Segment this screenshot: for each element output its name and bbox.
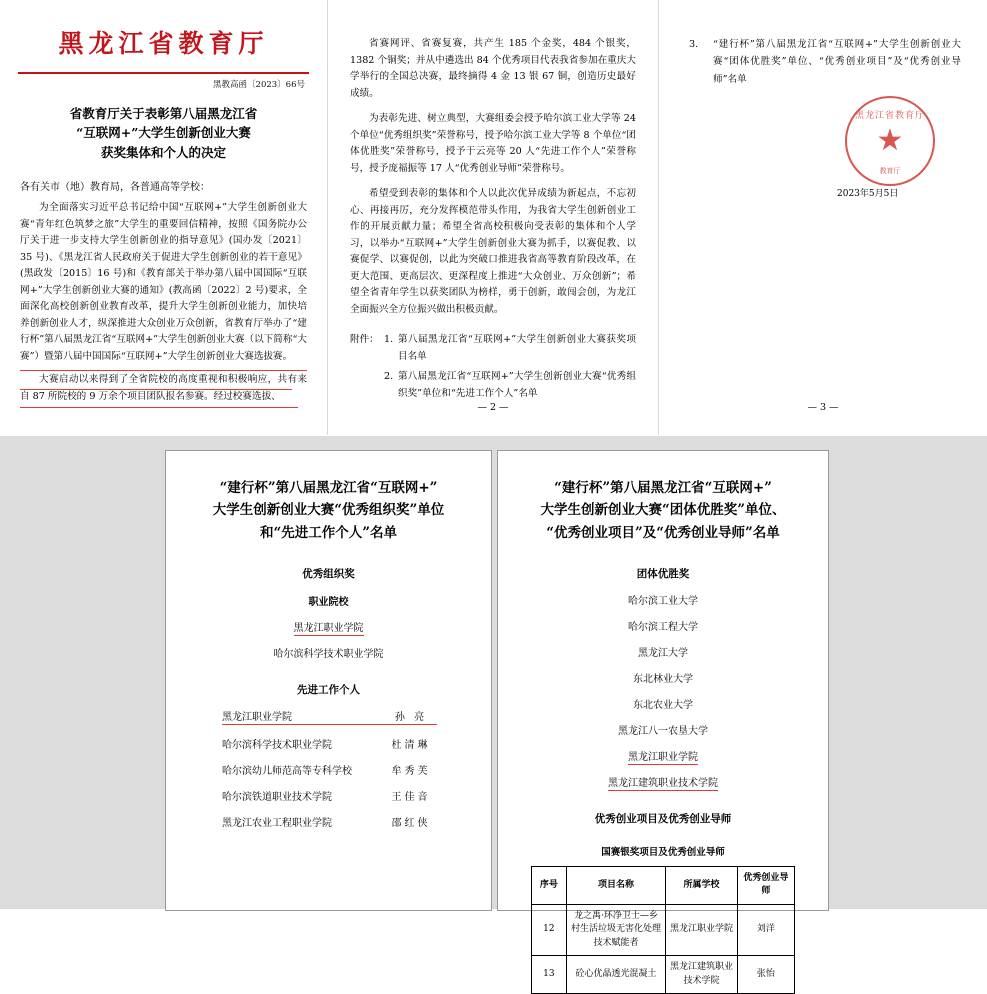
list-page-2-title-line-2: 大学生创新创业大赛“团体优胜奖”单位、 xyxy=(540,502,786,519)
table-header-mentor: 优秀创业导师 xyxy=(737,866,794,904)
official-seal xyxy=(845,96,935,186)
masthead-rule xyxy=(18,72,309,74)
person-school-highlighted: 黑龙江职业学院 xyxy=(222,708,385,725)
winner-name: 哈尔滨工程大学 xyxy=(628,621,698,633)
list-page-1-title xyxy=(182,477,475,544)
winner-item xyxy=(498,696,828,711)
cell-project: 砼心优晶透光混凝土 xyxy=(566,956,666,994)
section-heading-team-victory-award: 团体优胜奖 xyxy=(636,567,690,580)
cell-mentor: 张怡 xyxy=(737,956,794,994)
list-page-team-awards xyxy=(497,450,829,986)
winner-item xyxy=(498,592,828,607)
list-page-2-title-line-1: “建行杯”第八届黑龙江省“互联网+” xyxy=(554,480,772,496)
winner-name: 东北农业大学 xyxy=(633,699,693,711)
attachment-number-1: 1. xyxy=(384,334,394,345)
page3-attachment-text: “建行杯”第八届黑龙江省“互联网+”大学生创新创业大赛“团体优胜奖”单位、“优秀创业项目”及“优秀创业导师”名单 xyxy=(713,39,961,85)
person-row xyxy=(166,788,491,803)
seal-star-icon: ★ xyxy=(876,123,904,158)
seal-date: 2023年5月5日 xyxy=(837,189,899,199)
winner-name-highlighted: 黑龙江建筑职业技术学院 xyxy=(608,777,718,789)
winner-item xyxy=(498,670,828,685)
table-row xyxy=(532,904,795,956)
attachment-text-1: 第八届黑龙江省“互联网+”大学生创新创业大赛获奖项目名单 xyxy=(398,334,636,362)
person-name-highlighted: 孙 亮 xyxy=(385,708,437,725)
page2-attachments xyxy=(350,332,636,402)
school-item xyxy=(166,619,491,634)
page1-paragraph-2: 大赛启动以来得到了全省院校的高度重视和积极响应，共有来自 87 所院校的 9 万余个项目团队报名参赛。经过校赛选拔、 xyxy=(20,374,307,402)
winner-name: 黑龙江大学 xyxy=(638,647,688,659)
page2-number: — 2 — xyxy=(477,402,509,413)
list-page-2-title xyxy=(514,477,812,544)
cell-no: 13 xyxy=(532,956,567,994)
document-number: 黑教高函〔2023〕66号 xyxy=(213,80,305,90)
cell-school: 黑龙江建筑职业技术学院 xyxy=(666,956,737,994)
winner-name: 哈尔滨工业大学 xyxy=(628,595,698,607)
person-row xyxy=(166,814,491,829)
person-school: 哈尔滨铁道职业技术学院 xyxy=(222,791,332,803)
page2-paragraph-2: 为表彰先进、树立典型，大赛组委会授予哈尔滨工业大学等 24 个单位“优秀组织奖”荣誉称号，授予哈尔滨工业大学等 8 个单位“团体优胜奖”荣誉称号，授予于云亮等 20 人“先进工作个人”荣誉称号，授予庞福振等 17 人“优秀创业导师”荣誉称号。 xyxy=(350,113,636,174)
attachment-text-2: 第八届黑龙江省“互联网+”大学生创新创业大赛“优秀组织奖”单位和“先进工作个人”名单 xyxy=(398,371,636,399)
person-school: 黑龙江农业工程职业学院 xyxy=(222,817,332,829)
page2-paragraph-3: 希望受到表彰的集体和个人以此次优异成绩为新起点，不忘初心、再接再厉，充分发挥模范带头作用，为我省大学生创新创业工作的开展贡献力量；希望全省高校积极向受表彰的集体和个人学习，以举办“互联网+”大学生创新创业大赛为抓手，以赛促教、以赛促学、以赛促创，以此为突破口推进我省高等教育阶段改革，在更大范围、更高层次、更深程度上推进“大众创业、万众创新”；希望全省青年学生以获奖团队为榜样，勇于创新，敢闯会创，为龙江全面振兴全方位振兴做出积极贡献。 xyxy=(350,188,636,315)
winner-item xyxy=(498,618,828,633)
winner-item xyxy=(498,722,828,737)
section-heading-advanced-individual: 先进工作个人 xyxy=(297,683,360,696)
section-subheading-vocational-colleges: 职业院校 xyxy=(308,596,349,608)
table-caption: 国赛银奖项目及优秀创业导师 xyxy=(601,846,725,858)
person-row xyxy=(166,736,491,751)
page3-number: — 3 — xyxy=(807,402,839,413)
document-title xyxy=(28,104,299,162)
winner-name: 黑龙江八一农垦大学 xyxy=(618,725,708,737)
person-name: 牟秀芙 xyxy=(391,765,431,777)
attachment-label: 附件： xyxy=(350,334,379,345)
table-row xyxy=(532,956,795,994)
winner-item xyxy=(498,774,828,789)
person-row xyxy=(166,708,491,725)
cell-project-highlighted: 龙之禹·环净卫士—乡村生活垃圾无害化处理技术赋能者 xyxy=(566,904,666,956)
school-name: 哈尔滨科学技术职业学院 xyxy=(273,648,384,660)
person-school: 哈尔滨科学技术职业学院 xyxy=(222,739,332,751)
annotation-redline-1 xyxy=(20,370,307,371)
attachment-item-2 xyxy=(350,369,636,402)
table-header-row xyxy=(532,866,795,904)
annotation-redline-2 xyxy=(20,389,292,390)
winner-item xyxy=(498,748,828,763)
winner-name-highlighted: 黑龙江职业学院 xyxy=(628,751,698,763)
person-row xyxy=(166,762,491,777)
page1-paragraph-1: 为全面落实习近平总书记给中国“互联网+”大学生创新创业大赛“青年红色筑梦之旅”大学生的重要回信精神，按照《国务院办公厅关于进一步支持大学生创新创业的指导意见》(国办发〔2021〕35 号)、《黑龙江省人民政府关于促进大学生创新创业的若干意见》(黑政发〔2015〕16 号)和《教育部关于举办第八届中国国际“互联网+”大学生创新创业大赛的通知》(教高函〔2022〕2 号)要求，全面深化高校创新创业教育改革，提升大学生创新创业能力，加快培养创新创业人才，纵深推进大众创业万众创新，省教育厅举办了“建行杯”第八届黑龙江省“互联网+”大学生创新创业大赛（以下简称“大赛”）暨第八届中国国际“互联网+”大学生创新创业大赛选拔赛。 xyxy=(20,202,307,362)
school-item xyxy=(166,645,491,660)
document-title-line-1: 省教育厅关于表彰第八届黑龙江省 xyxy=(69,106,258,121)
seal-arc-bottom-text: 教育厅 xyxy=(879,167,901,175)
person-name: 王佳音 xyxy=(391,791,431,803)
document-page-2 xyxy=(328,0,659,435)
masthead-title: 黑龙江省教育厅 xyxy=(58,29,269,58)
person-name: 邵红侠 xyxy=(391,817,431,829)
person-school: 哈尔滨幼儿师范高等专科学校 xyxy=(222,765,352,777)
list-page-1-title-line-2: 大学生创新创业大赛“优秀组织奖”单位 xyxy=(212,502,445,519)
attachment-number-2: 2. xyxy=(384,371,394,382)
list-page-organization-awards xyxy=(165,450,492,911)
list-page-1-title-line-3: 和“先进工作个人”名单 xyxy=(259,524,398,541)
seal-arc-top-text: 黑龙江省教育厅 xyxy=(854,111,925,121)
winner-name: 东北林业大学 xyxy=(633,673,693,685)
document-title-line-2: “互联网+”大学生创新创业大赛 xyxy=(76,125,251,141)
cell-no: 12 xyxy=(532,904,567,956)
document-page-1 xyxy=(0,0,328,435)
addressee-line: 各有关市（地）教育局，各普通高等学校： xyxy=(20,182,210,194)
list-page-2-title-line-3: “优秀创业项目”及“优秀创业导师”名单 xyxy=(546,524,780,541)
page3-attachment-number: 3. xyxy=(689,39,699,50)
bottom-background xyxy=(0,436,987,909)
document-title-line-3: 获奖集体和个人的决定 xyxy=(100,144,226,160)
section-heading-project-and-mentor: 优秀创业项目及优秀创业导师 xyxy=(594,812,732,825)
page2-paragraph-1: 省赛网评、省赛复赛，共产生 185 个金奖，484 个银奖，1382 个铜奖；并从中遴选出 84 个优秀项目代表我省参加在重庆大学举行的全国总决赛，最终摘得 4 金 13 银 67 铜，创造历史最好成绩。 xyxy=(350,38,636,99)
cell-mentor-highlighted: 刘洋 xyxy=(737,904,794,956)
winner-item xyxy=(498,644,828,659)
cell-school-highlighted: 黑龙江职业学院 xyxy=(666,904,737,956)
table-header-school: 所属学校 xyxy=(666,866,737,904)
attachment-item-1 xyxy=(350,332,636,365)
section-heading-organization-award: 优秀组织奖 xyxy=(302,567,355,580)
project-table xyxy=(531,866,795,994)
document-page-3 xyxy=(659,0,987,435)
person-name: 杜清琳 xyxy=(391,739,431,751)
page3-attachment-item-3 xyxy=(689,36,961,88)
list-page-1-title-line-1: “建行杯”第八届黑龙江省“互联网+” xyxy=(219,480,438,496)
table-header-project: 项目名称 xyxy=(566,866,666,904)
table-header-no: 序号 xyxy=(532,866,567,904)
school-name-highlighted: 黑龙江职业学院 xyxy=(293,622,364,634)
attachment-spacer xyxy=(350,369,384,402)
annotation-redline-3 xyxy=(20,407,298,408)
